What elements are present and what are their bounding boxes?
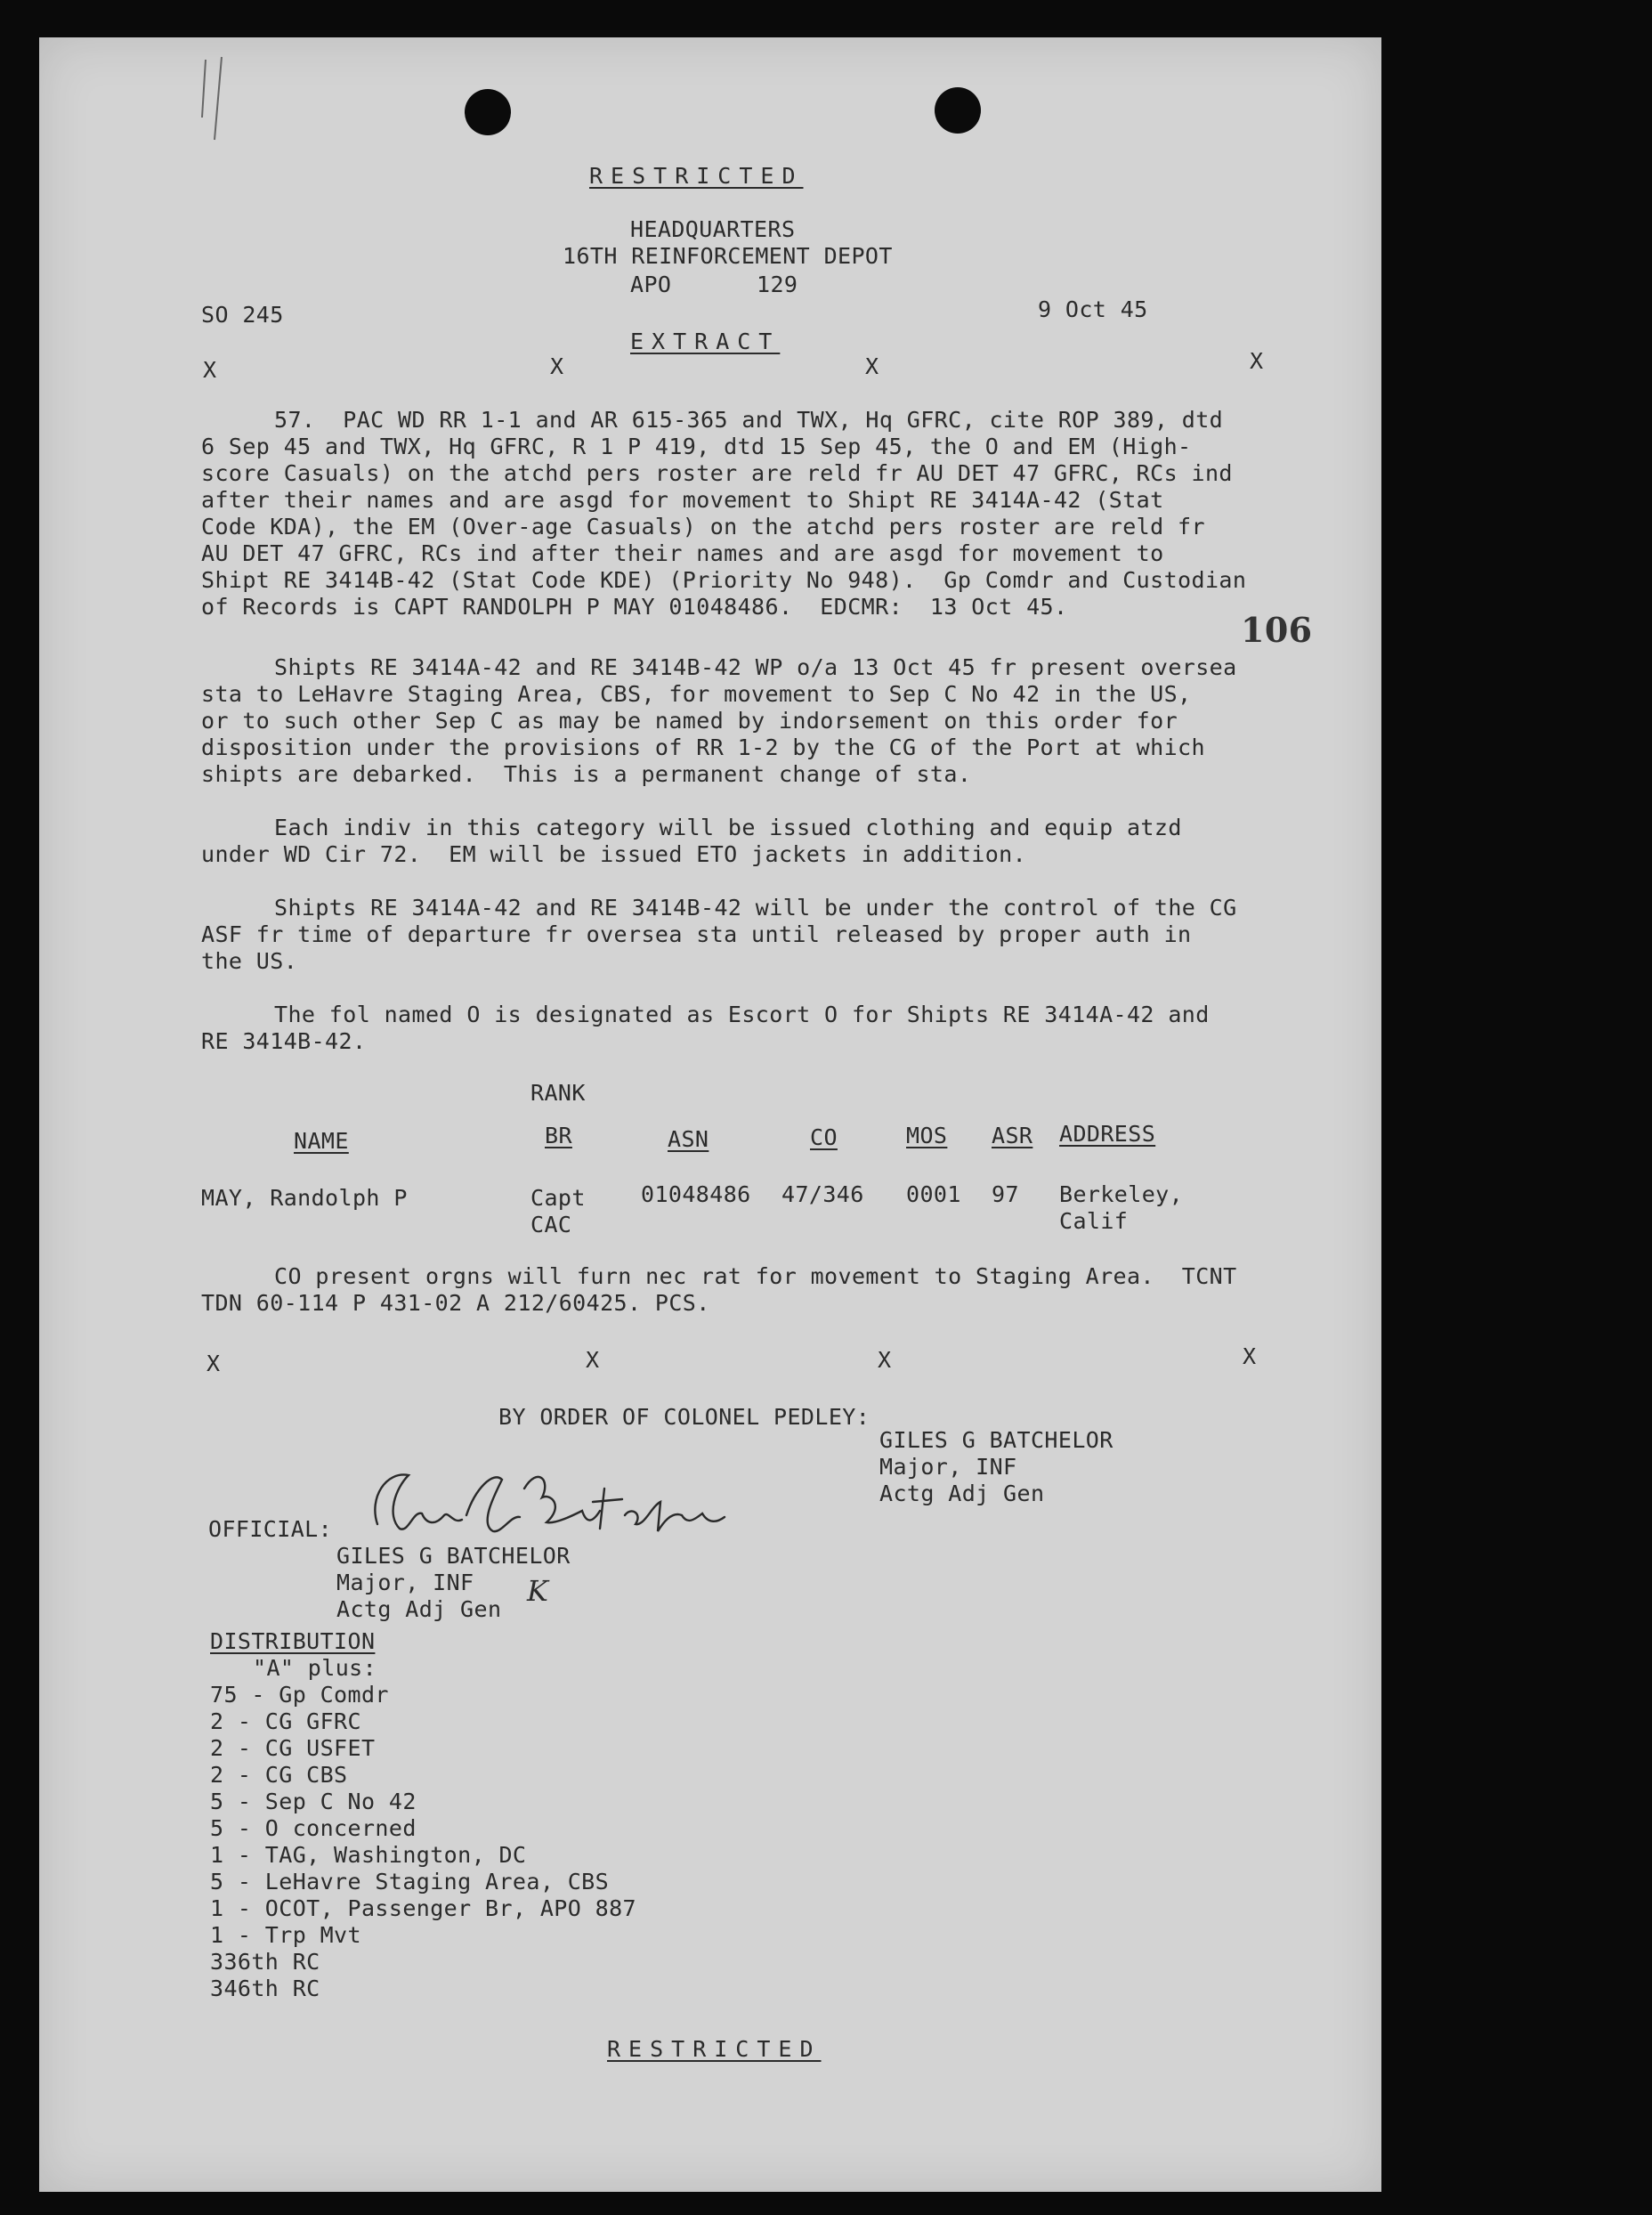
text-line: TDN 60-114 P 431-02 A 212/60425. PCS. xyxy=(201,1290,710,1316)
cell-asn: 01048486 xyxy=(641,1181,751,1207)
handwritten-signature xyxy=(360,1462,733,1551)
distribution-item: 1 - Trp Mvt xyxy=(210,1922,361,1948)
text-line: sta to LeHavre Staging Area, CBS, for movement to Sep C No 42 in the US, xyxy=(201,681,1192,707)
distribution-item: 1 - TAG, Washington, DC xyxy=(210,1842,527,1868)
page-number: 106 xyxy=(1241,610,1313,650)
header-mos: MOS xyxy=(906,1123,948,1148)
cell-branch: CAC xyxy=(530,1212,572,1237)
distribution-item: 75 - Gp Comdr xyxy=(210,1682,389,1708)
hq-line-2: 16TH REINFORCEMENT DEPOT xyxy=(563,243,893,269)
cell-co: 47/346 xyxy=(781,1181,864,1207)
distribution-item: 2 - CG USFET xyxy=(210,1735,376,1761)
cell-rank: Capt xyxy=(530,1185,586,1211)
header-rank: RANK xyxy=(530,1080,586,1106)
header-branch: BR xyxy=(545,1123,572,1148)
official-rank: Major, INF xyxy=(336,1570,474,1595)
document-page xyxy=(39,37,1381,2192)
distribution-item: 5 - Sep C No 42 xyxy=(210,1789,417,1814)
text-line: AU DET 47 GFRC, RCs ind after their names and are asgd for movement to xyxy=(201,540,1164,566)
distribution-item: 346th RC xyxy=(210,1976,320,2001)
by-order-line: BY ORDER OF COLONEL PEDLEY: xyxy=(498,1404,871,1430)
classification-footer: RESTRICTED xyxy=(607,2036,822,2062)
distribution-item: "A" plus: xyxy=(253,1655,377,1681)
apo-number: 129 xyxy=(757,272,798,297)
distribution-item: 5 - LeHavre Staging Area, CBS xyxy=(210,1869,610,1895)
distribution-item: 2 - CG GFRC xyxy=(210,1708,361,1734)
x-mark: X xyxy=(550,353,564,379)
apo-label: APO xyxy=(630,272,672,297)
distribution-item: 336th RC xyxy=(210,1949,320,1975)
header-name: NAME xyxy=(294,1128,349,1154)
text-line: CO present orgns will furn nec rat for movement to Staging Area. TCNT xyxy=(274,1263,1237,1289)
cell-asr: 97 xyxy=(992,1181,1019,1207)
text-line: ASF fr time of departure fr oversea sta until released by proper auth in xyxy=(201,921,1192,947)
cell-mos: 0001 xyxy=(906,1181,961,1207)
distribution-item: 2 - CG CBS xyxy=(210,1762,348,1788)
text-line: Shipt RE 3414B-42 (Stat Code KDE) (Priority No 948). Gp Comdr and Custodian xyxy=(201,567,1247,593)
x-mark: X xyxy=(1243,1343,1257,1369)
text-line: 6 Sep 45 and TWX, Hq GFRC, R 1 P 419, dtd 15 Sep 45, the O and EM (High- xyxy=(201,434,1192,459)
punch-hole-left xyxy=(465,89,511,135)
cell-address-1: Berkeley, xyxy=(1059,1181,1184,1207)
text-line: Code KDA), the EM (Over-age Casuals) on the atchd pers roster are reld fr xyxy=(201,514,1205,540)
header-address: ADDRESS xyxy=(1059,1121,1156,1147)
x-mark: X xyxy=(878,1347,892,1373)
text-line: 57. PAC WD RR 1-1 and AR 615-365 and TWX, Hq GFRC, cite ROP 389, dtd xyxy=(274,407,1224,433)
text-line: The fol named O is designated as Escort O for Shipts RE 3414A-42 and xyxy=(274,1002,1210,1027)
hq-line-1: HEADQUARTERS xyxy=(630,216,796,242)
text-line: Shipts RE 3414A-42 and RE 3414B-42 will be under the control of the CG xyxy=(274,895,1237,921)
official-mark: K xyxy=(527,1574,549,1608)
header-co: CO xyxy=(810,1124,838,1150)
distribution-item: 5 - O concerned xyxy=(210,1815,417,1841)
x-mark: X xyxy=(206,1351,221,1376)
text-line: after their names and are asgd for movement to Shipt RE 3414A-42 (Stat xyxy=(201,487,1164,513)
text-line: the US. xyxy=(201,948,298,974)
text-line: RE 3414B-42. xyxy=(201,1028,367,1054)
signer-rank: Major, INF xyxy=(879,1454,1017,1480)
classification-header: RESTRICTED xyxy=(589,163,804,189)
header-asn: ASN xyxy=(668,1126,709,1152)
order-number: SO 245 xyxy=(201,302,284,328)
x-mark: X xyxy=(203,357,217,383)
cell-name: MAY, Randolph P xyxy=(201,1185,408,1211)
official-title: Actg Adj Gen xyxy=(336,1596,502,1622)
header-asr: ASR xyxy=(992,1123,1033,1148)
official-label: OFFICIAL: xyxy=(208,1516,333,1542)
text-line: Shipts RE 3414A-42 and RE 3414B-42 WP o/a 13 Oct 45 fr present oversea xyxy=(274,654,1237,680)
signer-title: Actg Adj Gen xyxy=(879,1481,1045,1506)
official-name: GILES G BATCHELOR xyxy=(336,1543,571,1569)
signer-name: GILES G BATCHELOR xyxy=(879,1427,1113,1453)
text-line: shipts are debarked. This is a permanent change of sta. xyxy=(201,761,972,787)
distribution-heading: DISTRIBUTION xyxy=(210,1628,376,1654)
text-line: score Casuals) on the atchd pers roster are reld fr AU DET 47 GFRC, RCs ind xyxy=(201,460,1233,486)
text-line: under WD Cir 72. EM will be issued ETO jackets in addition. xyxy=(201,841,1027,867)
x-mark: X xyxy=(1250,348,1264,374)
cell-address-2: Calif xyxy=(1059,1208,1129,1234)
extract-heading: EXTRACT xyxy=(630,329,781,354)
text-line: of Records is CAPT RANDOLPH P MAY 01048486. EDCMR: 13 Oct 45. xyxy=(201,594,1068,620)
x-mark: X xyxy=(865,353,879,379)
pencil-mark-icon xyxy=(195,55,231,144)
punch-hole-right xyxy=(935,87,981,134)
x-mark: X xyxy=(586,1347,600,1373)
text-line: Each indiv in this category will be issued clothing and equip atzd xyxy=(274,815,1182,840)
order-date: 9 Oct 45 xyxy=(1038,296,1148,322)
text-line: or to such other Sep C as may be named by indorsement on this order for xyxy=(201,708,1178,734)
text-line: disposition under the provisions of RR 1-2 by the CG of the Port at which xyxy=(201,734,1205,760)
distribution-item: 1 - OCOT, Passenger Br, APO 887 xyxy=(210,1895,636,1921)
